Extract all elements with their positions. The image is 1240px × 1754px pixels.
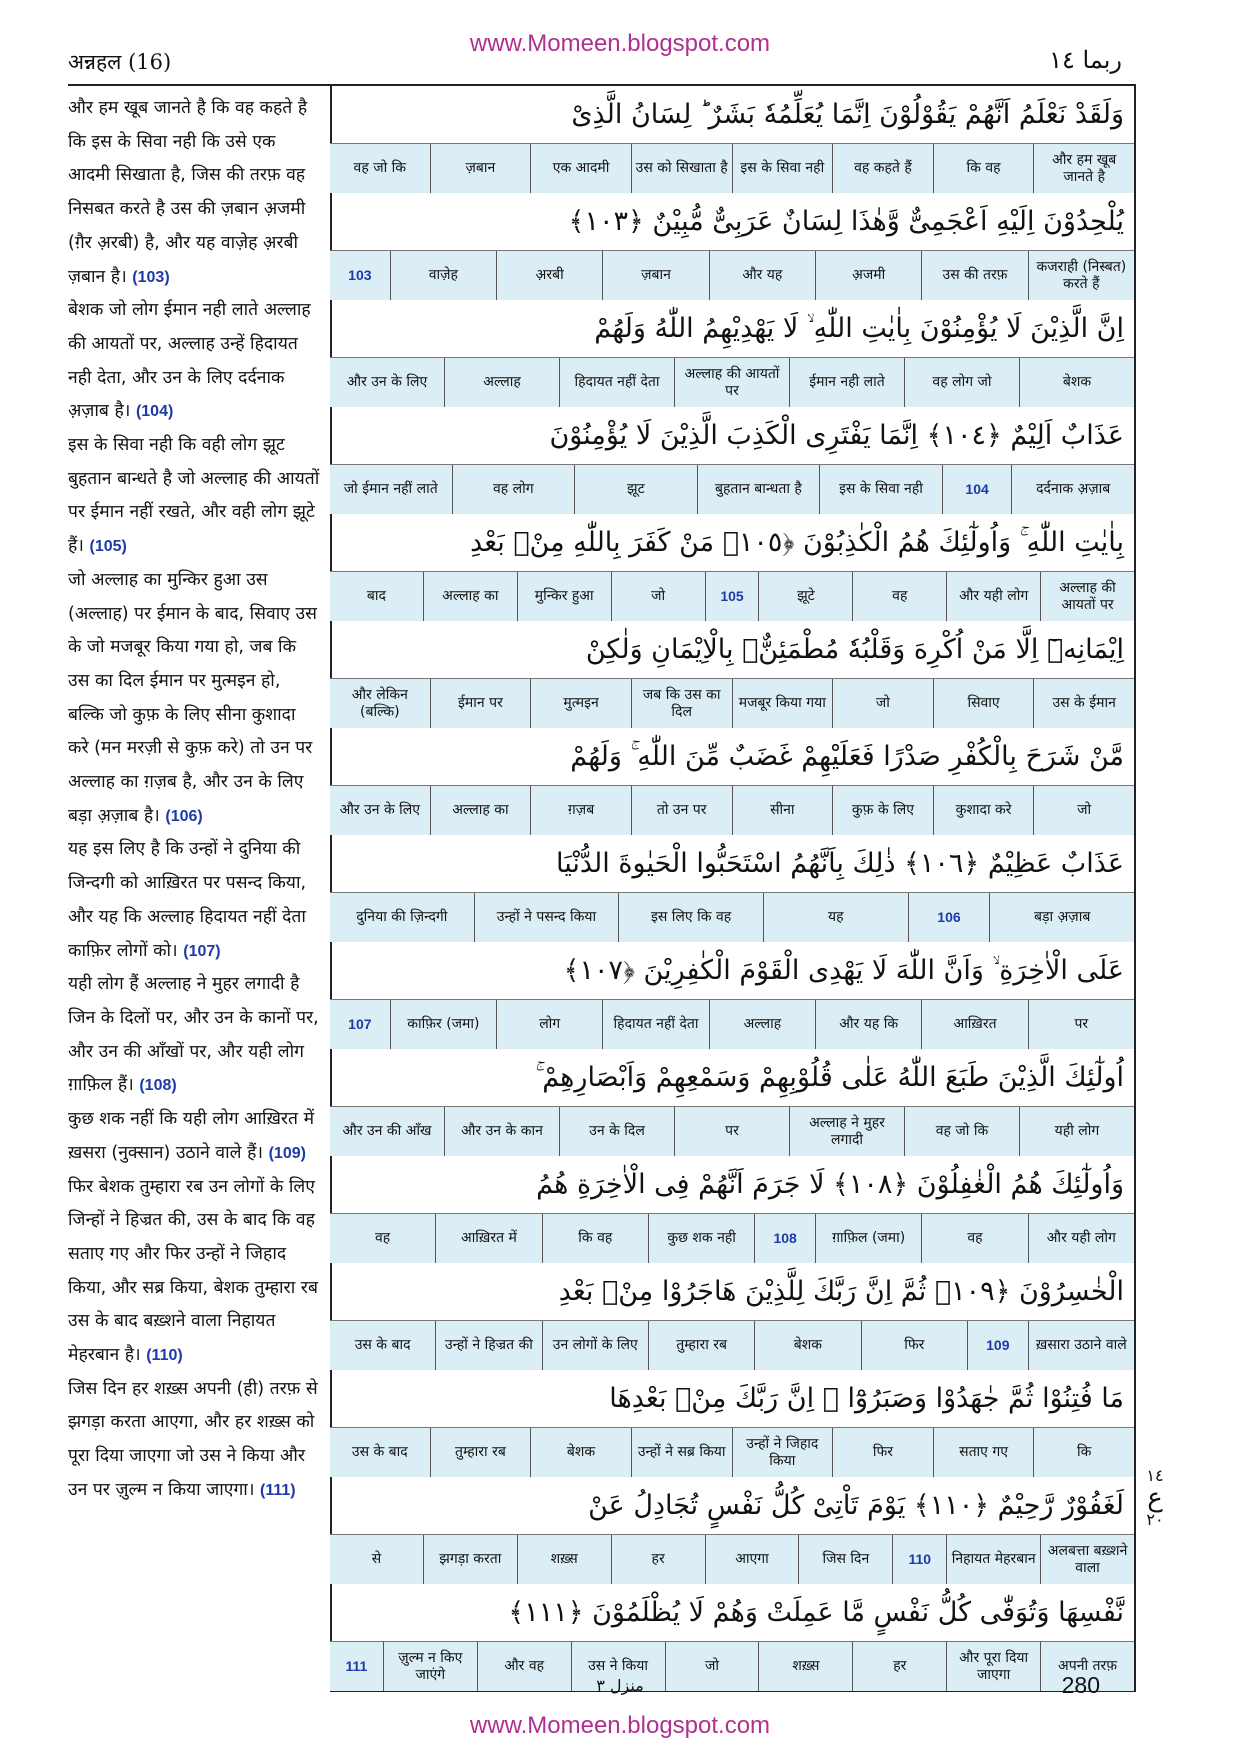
verse-number-cell: 111 xyxy=(345,1658,368,1674)
word-meaning-cell: और उन के कान xyxy=(444,1107,559,1156)
verse-number-cell: 103 xyxy=(348,267,372,283)
word-meaning-cell: जो ईमान नहीं लाते xyxy=(343,481,438,497)
translation-text: कुछ शक नहीं कि यही लोग आख़िरत में ख़सरा (नुक्सान) उठाने वाले हैं। xyxy=(68,1109,315,1163)
word-meaning-cell: कुशादा करे xyxy=(933,786,1034,835)
word-meaning-cell: वाज़ेह xyxy=(390,251,496,300)
arabic-text: نَّفْسِهَا وَتُوَفّٰى كُلُّ نَفْسٍ مَّا عَمِلَتْ وَهُمْ لَا يُظْلَمُوْنَ ﴿١١١﴾ xyxy=(508,1597,1124,1628)
word-meaning-cell: उन के दिल xyxy=(559,1107,674,1156)
word-meaning-cell: झगड़ा करता xyxy=(423,1535,517,1584)
verse-number: (111) xyxy=(260,1481,296,1499)
word-meaning-cell: अलबत्ता बख़्शने वाला xyxy=(1040,1535,1134,1584)
word-meaning-cell: ज़ुल्म न किए जाएंगे xyxy=(383,1642,477,1691)
word-meaning-cell: अल्लाह का xyxy=(423,572,517,621)
word-meaning-cell: हर xyxy=(852,1642,946,1691)
word-meaning-cell: शख़्स xyxy=(758,1642,852,1691)
verse-line xyxy=(330,621,1134,728)
word-meaning-cell: बेशक xyxy=(754,1321,860,1370)
word-meaning-cell: और यही लोग xyxy=(1028,1214,1134,1263)
translation-paragraph xyxy=(68,1103,320,1170)
word-meaning-cell: हिदायत नहीं देता xyxy=(602,1000,708,1049)
website-footer[interactable]: www.Momeen.blogspot.com xyxy=(469,1712,771,1739)
word-meaning-cell: जो xyxy=(832,679,933,728)
arabic-text: عَلَى الْاٰخِرَةِ ۙ وَاَنَّ اللّٰهَ لَا يَهْدِى الْقَوْمَ الْكٰفِرِيْنَ ﴿١٠٧﴾ xyxy=(563,954,1124,986)
word-meaning-cell: उस के ईमान xyxy=(1033,679,1134,728)
verse-line xyxy=(330,193,1134,300)
word-meanings-row xyxy=(330,1427,1134,1477)
word-meaning-cell: झूटे xyxy=(758,572,852,621)
verse-number-cell: 104 xyxy=(942,465,1012,514)
word-meaning-cell: अल्लाह की आयतों पर xyxy=(674,358,789,407)
verse-number-cell: 108 xyxy=(754,1214,815,1263)
word-meaning-cell: पर xyxy=(1028,1000,1134,1049)
verse-number: (109) xyxy=(268,1144,306,1162)
ruku-sign: ع xyxy=(1147,1483,1163,1513)
word-meaning-cell: तुम्हारा रब xyxy=(648,1321,754,1370)
word-meaning-cell: सिवाए xyxy=(933,679,1034,728)
word-meanings-row xyxy=(330,892,1134,942)
word-meanings-row xyxy=(330,1213,1134,1263)
word-meanings-row xyxy=(330,785,1134,835)
arabic-text: وَاُولٰٓئِكَ هُمُ الْغٰفِلُوْنَ ﴿١٠٨﴾ لَا جَرَمَ اَنَّهُمْ فِى الْاٰخِرَةِ هُمُ xyxy=(536,1169,1124,1200)
word-meaning-cell: वह कहते हैं xyxy=(832,144,933,193)
word-meanings-row xyxy=(330,143,1134,193)
word-meaning-cell: हर xyxy=(611,1535,705,1584)
word-meaning-cell: यही लोग xyxy=(1019,1107,1134,1156)
translation-paragraph xyxy=(68,92,320,294)
word-meaning-cell: दुनिया की ज़िन्दगी xyxy=(356,909,448,925)
verse-number: (110) xyxy=(146,1347,183,1365)
translation-paragraph xyxy=(68,429,320,564)
word-meaning-cell: तो उन पर xyxy=(631,786,732,835)
word-meaning-cell: आएगा xyxy=(705,1535,799,1584)
word-meaning-cell: और उन के लिए xyxy=(339,802,421,818)
verse-number: (107) xyxy=(183,942,221,960)
word-meaning-cell: और यह xyxy=(709,251,815,300)
word-meaning-cell: उस को सिखाता है xyxy=(631,144,732,193)
word-meaning-cell: और यही लोग xyxy=(946,572,1040,621)
para-title: ربما ١٤ xyxy=(1049,46,1122,74)
word-meaning-cell: बड़ा अ़ज़ाब xyxy=(989,893,1134,942)
word-meaning-cell: ख़सारा उठाने वाले xyxy=(1028,1321,1134,1370)
word-meanings-row xyxy=(330,464,1134,514)
translation-text: यही लोग हैं अल्लाह ने मुहर लगादी है जिन के दिलों पर, और उन के कानों पर, और उन की आँखों पर, और यही लोग ग़ाफ़िल हैं। xyxy=(68,974,319,1096)
verse-line xyxy=(330,407,1134,514)
verse-line xyxy=(330,1049,1134,1156)
translation-paragraph xyxy=(68,1171,320,1373)
arabic-text: مَا فُتِنُوْا ثُمَّ جٰهَدُوْا وَصَبَرُوْٓا ۙ اِنَّ رَبَّكَ مِنْۢ بَعْدِهَا xyxy=(609,1383,1124,1414)
word-meanings-row xyxy=(330,1534,1134,1584)
ruku-total: ٢٠ xyxy=(1146,1510,1164,1529)
word-meanings-row xyxy=(330,678,1134,728)
word-meaning-cell: और यह कि xyxy=(815,1000,921,1049)
word-meaning-cell: वह xyxy=(852,572,946,621)
word-meaning-cell: तुम्हारा रब xyxy=(430,1428,531,1477)
verse-number: (104) xyxy=(135,403,174,421)
arabic-text: عَذَابٌ اَلِيْمٌ ﴿١٠٤﴾ اِنَّمَا يَفْتَرِى الْكَذِبَ الَّذِيْنَ لَا يُؤْمِنُوْنَ xyxy=(549,420,1124,451)
word-meaning-cell: ज़बान xyxy=(602,251,708,300)
word-meanings-row xyxy=(330,1106,1134,1156)
word-meaning-cell: और वह xyxy=(477,1642,571,1691)
word-meaning-cell: वह xyxy=(375,1230,391,1246)
word-meaning-cell: अल्लाह की आयतों पर xyxy=(1040,572,1134,621)
verse-line xyxy=(330,300,1134,407)
word-meaning-cell: फिर xyxy=(861,1321,967,1370)
word-meaning-cell: ग़ाफ़िल (जमा) xyxy=(815,1214,921,1263)
word-meaning-cell: मजबूर किया गया xyxy=(732,679,833,728)
verse-number: (103) xyxy=(132,268,170,286)
translation-text: फिर बेशक तुम्हारा रब उन लोगों के लिए जिन्हों ने हिज्रत की, उस के बाद कि वह सताए गए और फिर उन्हों ने जिहाद किया, और सब्र किया, बेशक तुम्हारा रब उस के बाद बख़्शने वाला निहायत मेहरबान है। xyxy=(68,1176,318,1366)
word-meanings-row xyxy=(330,357,1134,407)
word-meaning-cell: आख़िरत xyxy=(921,1000,1027,1049)
word-meaning-cell: और लेकिन (बल्कि) xyxy=(351,686,408,720)
word-meaning-cell: अल्लाह ने मुहर लगादी xyxy=(789,1107,904,1156)
translation-text: जो अल्लाह का मुन्किर हुआ उस (अल्लाह) पर ईमान के बाद, सिवाए उस के जो मजबूर किया गया हो, जब कि उस का दिल ईमान पर मुत्मइन हो, बल्कि जो कुफ़ के लिए सीना कुशादा करे (मन मरज़ी से कुफ़ करे) तो उन पर अल्लाह का ग़ज़ब है, और उन के लिए बड़ा अ़ज़ाब है। xyxy=(68,569,317,826)
word-meaning-cell: ग़ज़ब xyxy=(530,786,631,835)
word-meaning-cell: उन्हों ने सब्र किया xyxy=(631,1428,732,1477)
verse-line xyxy=(330,1477,1134,1584)
verse-number-cell: 110 xyxy=(892,1535,946,1584)
word-meaning-cell: और पूरा दिया जाएगा xyxy=(946,1642,1040,1691)
word-meaning-cell: दर्दनाक अ़ज़ाब xyxy=(1011,465,1134,514)
translation-text: इस के सिवा नही कि वही लोग झूट बुहतान बान्धते है जो अल्लाह की आयतों पर ईमान नहीं रखते, और वही लोग झूटे हैं। xyxy=(68,435,320,557)
word-meaning-cell: जब कि उस का दिल xyxy=(631,679,732,728)
translation-text: और हम खूब जानते है कि वह कहते है कि इस के सिवा नही कि उसे एक आदमी सिखाता है, जिस की तरफ़ वह निसबत करते है उस की ज़बान अ़जमी (ग़ैर अ़रबी) है, और यह वाज़ेह अ़रबी ज़बान है। xyxy=(68,98,308,287)
word-meaning-cell: और उन की आँख xyxy=(342,1123,432,1139)
arabic-text: وَلَقَدْ نَعْلَمُ اَنَّهُمْ يَقُوْلُوْنَ اِنَّمَا يُعَلِّمُهٗ بَشَرٌ ؕ لِسَانُ الَّذِىْ xyxy=(571,99,1124,130)
arabic-text: اِنَّ الَّذِيْنَ لَا يُؤْمِنُوْنَ بِاٰيٰتِ اللّٰهِ ۙ لَا يَهْدِيْهِمُ اللّٰهُ وَلَهُمْ xyxy=(594,312,1124,344)
arabic-text: عَذَابٌ عَظِيْمٌ ﴿١٠٦﴾ ذٰلِكَ بِاَنَّهُمُ اسْتَحَبُّوا الْحَيٰوةَ الدُّنْيَا xyxy=(556,848,1124,879)
verse-number-cell: 106 xyxy=(908,893,990,942)
word-meaning-cell: मुन्किर हुआ xyxy=(517,572,611,621)
translation-paragraph xyxy=(68,564,320,834)
translation-paragraph xyxy=(68,968,320,1103)
word-meaning-cell: वह लोग xyxy=(452,465,575,514)
word-meaning-cell: उन्हों ने हिज्रत की xyxy=(435,1321,541,1370)
word-meaning-cell: झूट xyxy=(574,465,697,514)
word-meanings-row xyxy=(330,571,1134,621)
word-meaning-cell: इस के सिवा नही xyxy=(732,144,833,193)
verse-line xyxy=(330,514,1134,621)
word-meaning-cell: लोग xyxy=(496,1000,602,1049)
translation-paragraph xyxy=(68,294,320,429)
word-meaning-cell: उन्हों ने जिहाद किया xyxy=(732,1428,833,1477)
word-meaning-cell: बेशक xyxy=(530,1428,631,1477)
word-meaning-cell: हिदायत नहीं देता xyxy=(559,358,674,407)
arabic-text: لَغَفُوْرٌ رَّحِيْمٌ ﴿١١٠﴾ يَوْمَ تَاْتِىْ كُلُّ نَفْسٍ تُجَادِلُ عَنْ xyxy=(588,1490,1124,1521)
page-number: 280 xyxy=(1061,1672,1100,1698)
word-meaning-cell: और उन के लिए xyxy=(346,374,428,390)
surah-title: अन्नहल (16) xyxy=(68,50,172,74)
verse-number-cell: 109 xyxy=(967,1321,1028,1370)
word-by-word-column xyxy=(330,86,1136,1692)
arabic-text: يُلْحِدُوْنَ اِلَيْهِ اَعْجَمِىٌّ وَّهٰذَا لِسَانٌ عَرَبِىٌّ مُّبِيْنٌ ﴿١٠٣﴾ xyxy=(568,206,1124,237)
translation-column xyxy=(68,92,320,1692)
word-meaning-cell: ईमान पर xyxy=(430,679,531,728)
word-meaning-cell: बाद xyxy=(366,588,386,604)
word-meaning-cell: कि वह xyxy=(542,1214,648,1263)
word-meaning-cell: काफ़िर (जमा) xyxy=(390,1000,496,1049)
word-meaning-cell: जो xyxy=(611,572,705,621)
word-meaning-cell: ज़बान xyxy=(430,144,531,193)
verse-line xyxy=(330,1263,1134,1370)
word-meaning-cell: यह xyxy=(763,893,908,942)
verse-line xyxy=(330,1370,1134,1477)
translation-paragraph xyxy=(68,1373,320,1508)
word-meaning-cell: आख़िरत में xyxy=(435,1214,541,1263)
verse-number: (106) xyxy=(165,807,203,825)
word-meaning-cell: अल्लाह का xyxy=(430,786,531,835)
word-meaning-cell: उस ने किया xyxy=(571,1642,665,1691)
word-meaning-cell: अपनी तरफ़ xyxy=(1040,1642,1134,1691)
word-meaning-cell: मुत्मइन xyxy=(530,679,631,728)
translation-paragraph xyxy=(68,833,320,968)
word-meaning-cell: इस के सिवा नही xyxy=(819,465,942,514)
word-meaning-cell: कि xyxy=(1033,1428,1134,1477)
ruku-marker xyxy=(1142,1468,1168,1528)
word-meaning-cell: वह xyxy=(921,1214,1027,1263)
word-meaning-cell: अ़रबी xyxy=(496,251,602,300)
word-meaning-cell: उस के बाद xyxy=(351,1444,408,1460)
word-meaning-cell: बेशक xyxy=(1019,358,1134,407)
arabic-text: بِاٰيٰتِ اللّٰهِ ۚ وَاُولٰٓئِكَ هُمُ الْكٰذِبُوْنَ ﴿١٠٥﴾ مَنْ كَفَرَ بِاللّٰهِ مِنْۢ بَعْدِ xyxy=(470,526,1124,558)
word-meaning-cell: उन लोगों के लिए xyxy=(542,1321,648,1370)
arabic-text: اِيْمَانِهٖٓ اِلَّا مَنْ اُكْرِهَ وَقَلْبُهٗ مُطْمَئِنٌّۢ بِالْاِيْمَانِ وَلٰكِنْ xyxy=(585,634,1124,665)
word-meaning-cell: उस के बाद xyxy=(354,1337,411,1353)
arabic-text: الْخٰسِرُوْنَ ﴿١٠٩﴾ ثُمَّ اِنَّ رَبَّكَ لِلَّذِيْنَ هَاجَرُوْا مِنْۢ بَعْدِ xyxy=(558,1276,1124,1307)
verse-line xyxy=(330,1156,1134,1263)
word-meaning-cell: सताए गए xyxy=(933,1428,1034,1477)
word-meaning-cell: जिस दिन xyxy=(798,1535,892,1584)
word-meaning-cell: उन्हों ने पसन्द किया xyxy=(474,893,619,942)
ruku-number: ١٤ xyxy=(1146,1466,1164,1485)
word-meaning-cell: बुहतान बान्धता है xyxy=(697,465,820,514)
verse-line xyxy=(330,835,1134,942)
word-meaning-cell: निहायत मेहरबान xyxy=(946,1535,1040,1584)
verse-line xyxy=(330,728,1134,835)
word-meanings-row xyxy=(330,1320,1134,1370)
verse-number: (105) xyxy=(89,538,127,556)
word-meaning-cell: से xyxy=(371,1551,382,1567)
word-meanings-row xyxy=(330,999,1134,1049)
translation-text: जिस दिन हर शख़्स अपनी (ही) तरफ़ से झगड़ा करता आएगा, और हर शख़्स को पूरा दिया जाएगा जो उस ने किया और उन पर ज़ुल्म न किया जाएगा। xyxy=(68,1378,318,1500)
word-meaning-cell: जो xyxy=(1033,786,1134,835)
word-meaning-cell: वह जो कि xyxy=(353,160,407,176)
word-meaning-cell: ईमान नही लाते xyxy=(789,358,904,407)
word-meaning-cell: कि वह xyxy=(933,144,1034,193)
verse-number-cell: 107 xyxy=(348,1016,372,1032)
verse-number: (108) xyxy=(139,1077,177,1095)
translation-text: बेशक जो लोग ईमान नही लाते अल्लाह की आयतों पर, अल्लाह उन्हें हिदायत नही देता, और उन के लिए दर्दनाक अ़ज़ाब है। xyxy=(68,300,311,422)
arabic-text: مَّنْ شَرَحَ بِالْكُفْرِ صَدْرًا فَعَلَيْهِمْ غَضَبٌ مِّنَ اللّٰهِ ۚ وَلَهُمْ xyxy=(570,740,1124,772)
word-meaning-cell: जो xyxy=(665,1642,759,1691)
translation-text: यह इस लिए है कि उन्हों ने दुनिया की जिन्दगी को आख़िरत पर पसन्द किया, और यह कि अल्लाह हिदायत नहीं देता काफ़िर लोगों को। xyxy=(68,839,307,961)
word-meaning-cell: पर xyxy=(674,1107,789,1156)
verse-line xyxy=(330,86,1134,193)
website-header[interactable]: www.Momeen.blogspot.com xyxy=(469,30,771,57)
word-meaning-cell: कुछ शक नही xyxy=(648,1214,754,1263)
word-meaning-cell: कजराही (निस्बत) करते हैं xyxy=(1028,251,1134,300)
arabic-text: اُولٰٓئِكَ الَّذِيْنَ طَبَعَ اللّٰهُ عَلٰى قُلُوْبِهِمْ وَسَمْعِهِمْ وَاَبْصَارِهِمْ ۚ xyxy=(535,1061,1124,1093)
word-meaning-cell: फिर xyxy=(832,1428,933,1477)
word-meaning-cell: अल्लाह xyxy=(709,1000,815,1049)
word-meaning-cell: वह लोग जो xyxy=(904,358,1019,407)
verse-line xyxy=(330,1584,1134,1691)
word-meaning-cell: अल्लाह xyxy=(444,358,559,407)
word-meanings-row xyxy=(330,250,1134,300)
manzil-label: منزل ٣ xyxy=(596,1676,644,1695)
word-meaning-cell: एक आदमी xyxy=(530,144,631,193)
word-meaning-cell: सीना xyxy=(732,786,833,835)
word-meaning-cell: अ़जमी xyxy=(815,251,921,300)
word-meaning-cell: कुफ़ के लिए xyxy=(832,786,933,835)
word-meaning-cell: इस लिए कि वह xyxy=(618,893,763,942)
word-meaning-cell: वह जो कि xyxy=(904,1107,1019,1156)
word-meaning-cell: उस की तरफ़ xyxy=(921,251,1027,300)
word-meaning-cell: और हम खूब जानते है xyxy=(1033,144,1134,193)
verse-number-cell: 105 xyxy=(705,572,759,621)
verse-line xyxy=(330,942,1134,1049)
word-meaning-cell: शख़्स xyxy=(517,1535,611,1584)
